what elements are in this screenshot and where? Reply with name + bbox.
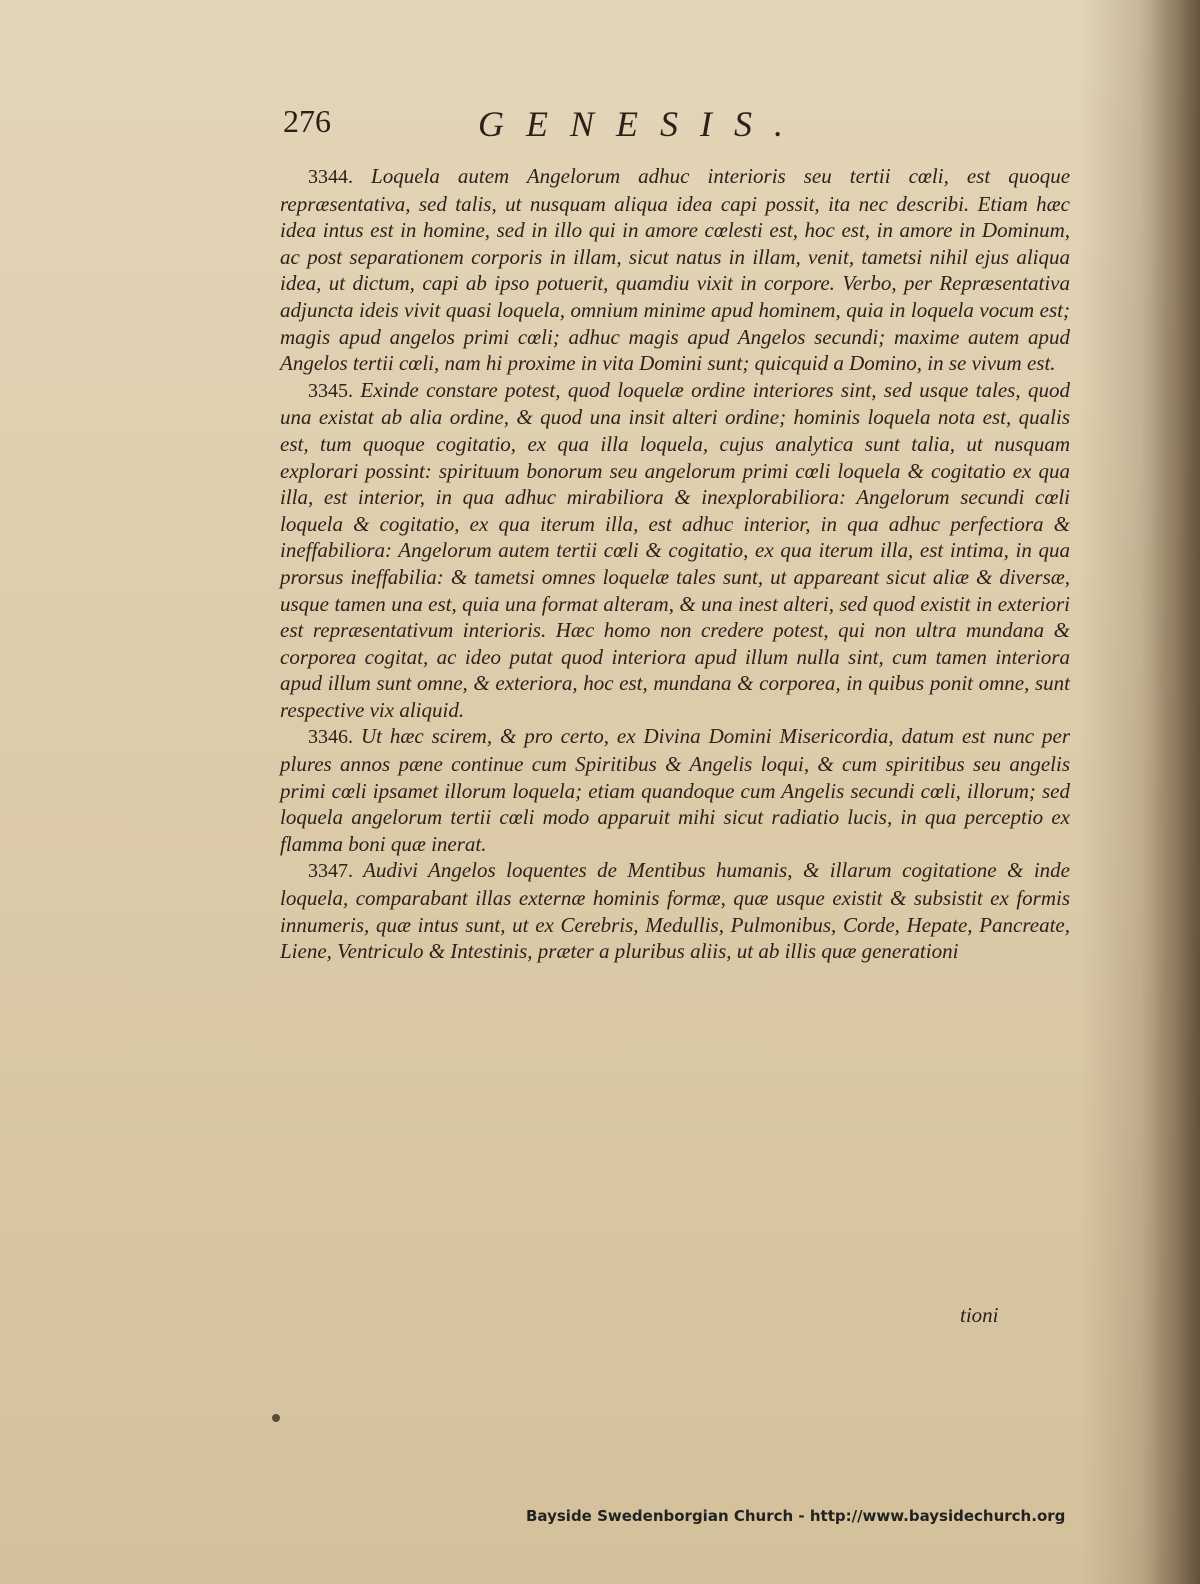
paragraph-number: 3346. — [308, 726, 353, 749]
page-number: 276 — [283, 103, 331, 139]
paragraph-text: Audivi Angelos loquentes de Mentibus humanis, & illarum cogitatione & inde loquela, comparabant illas externæ hominis formæ, quæ usque existit & subsistit ex formis innumeris, quæ intus sunt, ut ex Cerebris, Medullis, Pulmonibus, Corde, Hepate, Pancreate, Liene, Ventriculo & Intestinis, præter a pluribus aliis, ut ab illis quæ generationi — [280, 858, 1071, 964]
footer-credit: Bayside Swedenborgian Church - http://www.baysidechurch.org — [526, 1507, 1066, 1525]
paragraph-3344 — [280, 163, 1070, 377]
paragraph-number: 3345. — [308, 379, 353, 402]
paragraph-3347 — [280, 857, 1070, 964]
paragraph-number: 3347. — [308, 860, 353, 883]
running-title: GENESIS. — [478, 104, 805, 144]
catchword: tioni — [960, 1303, 999, 1327]
paragraph-3346 — [280, 723, 1070, 857]
paragraph-number: 3344. — [308, 166, 353, 188]
body-text — [280, 163, 1070, 965]
page-header — [283, 103, 883, 153]
ink-spot — [272, 1414, 280, 1422]
paragraph-text: Exinde constare potest, quod loquelæ ordine interiores sint, sed usque tales, quod una existat ab alia ordine, & quod una insit alteri ordine; hominis loquela nota est, qualis est, tum quoque cogitatio, ex qua illa loquela, cujus analytica sunt talia, ut nusquam explorari possint: spirituum bonorum seu angelorum primi cœli loquela & cogitatio ex qua illa, est interior, in qua adhuc mirabiliora & inexplorabiliora: Angelorum secundi cœli loquela & cogitatio, ex qua iterum illa, est adhuc interior, in qua adhuc perfectiora & ineffabiliora: Angelorum autem tertii cœli & cogitatio, ex qua iterum illa, est intima, in qua prorsus ineffabilia: & tametsi omnes loquelæ tales sunt, ut appareant sicut aliæ & diversæ, usque tamen una est, quia una format alteram, & una inest alteri, sed quod existit in exteriori est repræsentativum interioris. Hæc homo non credere potest, qui non ultra mundana & corporea cogitat, ac ideo putat quod interiora apud illum nulla sint, cum tamen interiora apud illum sunt omne, & exteriora, hoc est, mundana & corporea, in quibus ponit omne, sunt respective vix aliquid. — [280, 377, 1070, 722]
paragraph-text: Loquela autem Angelorum adhuc interioris seu tertii cœli, est quoque repræsentativa, sed talis, ut nusquam aliqua idea capi possit, ita nec describi. Etiam hæc idea intus est in homine, sed in illo qui in amore cœlesti est, hoc est, in amore in Dominum, ac post separationem corporis in illam, sicut natus in illam, venit, tametsi nihil ejus aliqua idea, ut dictum, capi ab ipso potuerit, quamdiu vixit in corpore. Verbo, per Repræsentativa adjuncta ideis vivit quasi loquela, omnium minime apud hominem, quia in loquela vocum est; magis apud angelos primi cœli; adhuc magis apud Angelos secundi; maxime autem apud Angelos tertii cœli, nam hi proxime in vita Domini sunt; quicquid a Domino, in se vivum est. — [280, 164, 1071, 376]
spine-shadow — [1140, 0, 1200, 1584]
paragraph-3345 — [280, 377, 1070, 724]
paragraph-text: Ut hæc scirem, & pro certo, ex Divina Domini Misericordia, datum est nunc per plures annos pæne continue cum Spiritibus & Angelis loqui, & cum spiritibus seu angelis primi cœli ipsamet illorum loquela; etiam quandoque cum Angelis secundi cœli, illorum; sed loquela angelorum tertii cœli modo apparuit mihi sicut radiatio lucis, in qua perceptio ex flamma boni quæ inerat. — [280, 724, 1070, 856]
